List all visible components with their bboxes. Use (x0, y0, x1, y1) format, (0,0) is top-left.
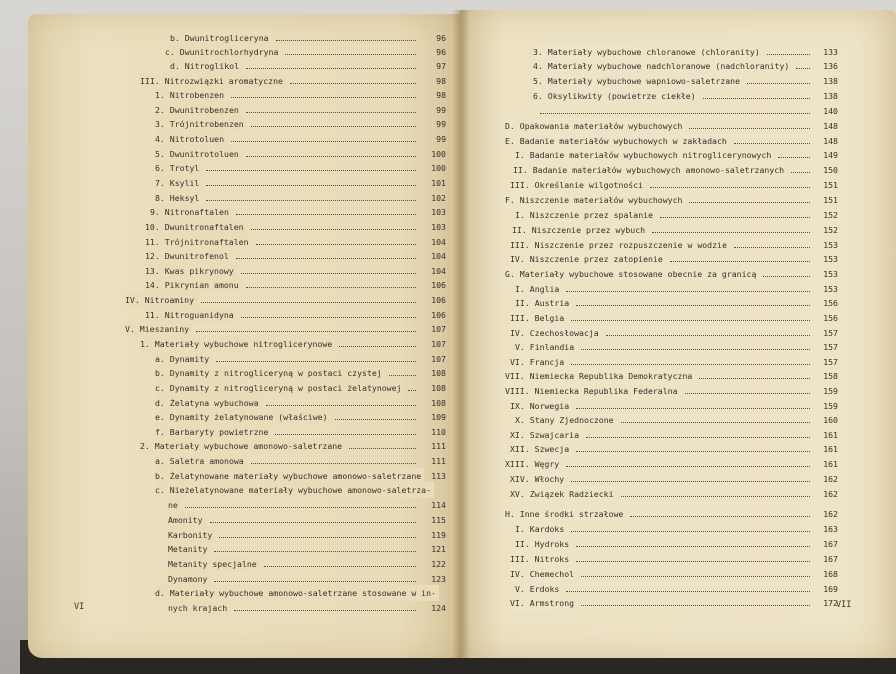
right-dot-leader (576, 441, 810, 452)
left-entry-page: 104 (431, 266, 446, 276)
left-entry-page: 101 (431, 178, 446, 188)
left-entry (145, 219, 446, 235)
right-entry (533, 88, 838, 104)
right-dot-leader (581, 595, 810, 606)
left-entry-page: 107 (431, 339, 446, 349)
left-dot-leader (185, 497, 416, 508)
right-entry (505, 368, 838, 384)
right-dot-leader (571, 521, 810, 532)
right-entry-page: 172 (823, 598, 838, 608)
left-entry-page: 99 (436, 119, 446, 129)
left-entry-page: 108 (431, 383, 446, 393)
right-entry-title: II. Niszczenie przez wybuch (512, 222, 648, 238)
right-entry (510, 177, 838, 193)
right-entry-title: I. Niszczenie przez spalanie (515, 207, 656, 223)
right-entry (533, 58, 838, 74)
left-entry-title: c. Nieżelatynowane materiały wybuchowe amonowo-saletrza- (155, 482, 434, 498)
right-entry (510, 566, 838, 582)
left-entry (155, 160, 446, 176)
right-entry-page: 159 (823, 386, 838, 396)
left-dot-leader (214, 541, 416, 552)
right-entry (533, 73, 838, 89)
right-entry-page: 157 (823, 328, 838, 338)
book-gutter (452, 10, 470, 658)
left-entry-title: 1. Nitrobenzen (155, 87, 227, 103)
left-entry (168, 512, 446, 528)
right-entry (505, 456, 838, 472)
left-entry-title: c. Dynamity z nitrogliceryną w postaci żelatynowej (155, 380, 404, 396)
right-entry-page: 138 (823, 91, 838, 101)
left-dot-leader (251, 453, 416, 464)
left-entry-page: 114 (431, 500, 446, 510)
right-entry-title: VIII. Niemiecka Republika Federalna (505, 383, 681, 399)
left-entry-page: 108 (431, 368, 446, 378)
right-entry (505, 383, 838, 399)
left-dot-leader (251, 219, 416, 230)
left-dot-leader (219, 527, 416, 538)
right-dot-leader (747, 73, 810, 84)
right-entry-title: VII. Niemiecka Republika Demokratyczna (505, 368, 695, 384)
left-entry-title: Dynamony (168, 571, 210, 587)
right-entry-page: 159 (823, 401, 838, 411)
left-entry (155, 365, 446, 381)
right-entry-page: 162 (823, 489, 838, 499)
right-entry-title: III. Określanie wilgotności (510, 177, 646, 193)
left-entry-title: Amonity (168, 512, 206, 528)
left-entry-page: 107 (431, 354, 446, 364)
left-entry-page: 96 (436, 33, 446, 43)
left-entry (155, 453, 446, 469)
left-dot-leader (201, 292, 416, 303)
left-dot-leader (276, 30, 416, 41)
right-entry-title: IX. Norwegia (510, 398, 572, 414)
left-dot-leader (275, 424, 416, 435)
left-dot-leader (285, 44, 416, 55)
left-dot-leader (241, 307, 416, 318)
left-entry-title: ne (168, 497, 181, 513)
left-dot-leader (349, 438, 416, 449)
left-entry-page: 110 (431, 427, 446, 437)
left-entry-page: 104 (431, 237, 446, 247)
left-entry-title: 2. Dwunitrobenzen (155, 102, 242, 118)
left-dot-leader (290, 73, 416, 84)
left-entry-title: V. Mieszaniny (125, 321, 192, 337)
left-entry-title: a. Saletra amonowa (155, 453, 247, 469)
left-entry-title: d. Żelatyna wybuchowa (155, 395, 262, 411)
left-entry (155, 175, 446, 191)
left-entry-page: 111 (431, 441, 446, 451)
right-entry-title: IV. Niszczenie przez zatopienie (510, 251, 666, 267)
right-entry-page: 153 (823, 240, 838, 250)
left-dot-leader (206, 190, 416, 201)
right-entry-title: D. Opakowania materiałów wybuchowych (505, 118, 685, 134)
right-entry (505, 506, 838, 522)
right-dot-leader (576, 536, 810, 547)
left-entry (155, 131, 446, 147)
right-entry-title: IV. Czechosłowacja (510, 325, 602, 341)
left-entry-title: b. Żelatynowane materiały wybuchowe amonowo-saletrzane (155, 468, 424, 484)
left-dot-leader (246, 102, 416, 113)
right-entry (505, 118, 838, 134)
left-entry-page: 97 (436, 61, 446, 71)
left-entry (155, 380, 446, 396)
left-entry-page: 98 (436, 90, 446, 100)
left-entry-page: 113 (431, 471, 446, 481)
left-entry-page: 119 (431, 530, 446, 540)
left-entry-title: 13. Kwas pikrynowy (145, 263, 237, 279)
left-entry-page: 115 (431, 515, 446, 525)
left-dot-leader (256, 234, 416, 245)
right-entry-title: V. Erdoks (515, 581, 562, 597)
left-entry (145, 277, 446, 293)
left-entry-title: 8. Heksyl (155, 190, 202, 206)
right-entry-title: 4. Materiały wybuchowe nadchloranowe (nadchloranity) (533, 58, 792, 74)
left-entry (168, 600, 446, 616)
right-dot-leader (621, 412, 810, 423)
right-entry (515, 521, 838, 537)
right-dot-leader (571, 354, 810, 365)
right-entry (515, 536, 838, 552)
left-dot-leader (389, 365, 416, 376)
right-entry-page: 162 (823, 509, 838, 519)
left-entry (155, 87, 446, 103)
right-entry-page: 153 (823, 254, 838, 264)
right-entry-title: II. Austria (515, 295, 572, 311)
left-entry-title: Metanity specjalne (168, 556, 260, 572)
left-entry (168, 497, 446, 513)
right-entry-title: E. Badanie materiałów wybuchowych w zakładach (505, 133, 730, 149)
right-dot-leader (652, 222, 810, 233)
right-dot-leader (650, 177, 810, 188)
right-dot-leader (630, 506, 810, 517)
left-dot-leader (196, 321, 416, 332)
right-dot-leader (621, 486, 810, 497)
right-entry-title: X. Stany Zjednoczone (515, 412, 617, 428)
right-entry-title: G. Materiały wybuchowe stosowane obecnie za granicą (505, 266, 759, 282)
left-entry-page: 106 (431, 310, 446, 320)
left-dot-leader (408, 380, 416, 391)
left-entry-page: 106 (431, 295, 446, 305)
right-entry-page: 157 (823, 357, 838, 367)
right-entry-page: 138 (823, 76, 838, 86)
left-entry-title: a. Dynamity (155, 351, 212, 367)
left-dot-leader (234, 600, 416, 611)
right-entry-page: 151 (823, 195, 838, 205)
left-entry (155, 482, 446, 498)
right-entry-title: VI. Armstrong (510, 595, 577, 611)
right-entry-title: XIV. Włochy (510, 471, 567, 487)
right-entry (512, 222, 838, 238)
right-dot-leader (734, 237, 810, 248)
right-entry (510, 251, 838, 267)
right-dot-leader (540, 103, 810, 114)
left-dot-leader (339, 336, 416, 347)
left-entry-page: 96 (436, 47, 446, 57)
right-entry-page: 168 (823, 569, 838, 579)
right-entry-page: 161 (823, 444, 838, 454)
right-dot-leader (767, 44, 810, 55)
right-entry-title: I. Kardoks (515, 521, 567, 537)
left-entry (170, 58, 446, 74)
right-entry-page: 167 (823, 554, 838, 564)
left-entry-page: 103 (431, 222, 446, 232)
left-entry-title: 7. Ksylil (155, 175, 202, 191)
right-dot-leader (778, 147, 810, 158)
right-entry-title: F. Niszczenie materiałów wybuchowych (505, 192, 685, 208)
right-entry (515, 339, 838, 355)
right-entry-page: 153 (823, 269, 838, 279)
right-entry (510, 595, 838, 611)
left-dot-leader (210, 512, 416, 523)
right-entry-page: 157 (823, 342, 838, 352)
left-dot-leader (206, 175, 416, 186)
right-entry-page: 148 (823, 121, 838, 131)
right-entry-page: 169 (823, 584, 838, 594)
left-dot-leader (266, 395, 416, 406)
right-entry-page: 161 (823, 430, 838, 440)
right-dot-leader (606, 325, 810, 336)
right-entry (505, 192, 838, 208)
right-entry-page: 156 (823, 313, 838, 323)
left-entry-title: c. Dwunitrochlorhydryna (165, 44, 281, 60)
right-entry-page: 162 (823, 474, 838, 484)
right-entry-title: 5. Materiały wybuchowe wapniowo-saletrzane (533, 73, 743, 89)
left-dot-leader (335, 409, 416, 420)
right-entry (515, 412, 838, 428)
left-entry (125, 321, 446, 337)
right-dot-leader (576, 398, 810, 409)
right-dot-leader (566, 281, 810, 292)
left-entry-page: 100 (431, 149, 446, 159)
right-dot-leader (699, 368, 810, 379)
right-folio: VII (836, 600, 852, 610)
right-entry-page: 152 (823, 225, 838, 235)
right-entry-title: XIII. Węgry (505, 456, 562, 472)
left-entry-title: 6. Trotyl (155, 160, 202, 176)
left-entry (155, 409, 446, 425)
right-entry-page: 153 (823, 284, 838, 294)
right-dot-leader (586, 427, 810, 438)
left-entry-page: 111 (431, 456, 446, 466)
left-entry-title: IV. Nitroaminy (125, 292, 197, 308)
right-entry (513, 162, 838, 178)
left-entry (150, 204, 446, 220)
right-entry-title: H. Inne środki strzałowe (505, 506, 626, 522)
left-entry-title: f. Barbaryty powietrzne (155, 424, 271, 440)
left-entry-page: 121 (431, 544, 446, 554)
right-entry-page: 133 (823, 47, 838, 57)
left-folio: VI (74, 602, 85, 612)
right-dot-leader (571, 310, 810, 321)
right-entry-title: II. Badanie materiałów wybuchowych amonowo-saletrzanych (513, 162, 787, 178)
left-entry-title: 1. Materiały wybuchowe nitroglicerynowe (140, 336, 335, 352)
right-entry-page: 151 (823, 180, 838, 190)
right-entry (533, 103, 838, 119)
right-entry (510, 441, 838, 457)
right-entry-page: 160 (823, 415, 838, 425)
left-dot-leader (251, 116, 416, 127)
left-entry-page: 123 (431, 574, 446, 584)
left-entry-title: 4. Nitrotoluen (155, 131, 227, 147)
left-entry-title: III. Nitrozwiązki aromatyczne (140, 73, 286, 89)
right-entry-page: 150 (823, 165, 838, 175)
right-entry (510, 471, 838, 487)
left-dot-leader (206, 160, 416, 171)
right-entry-title: II. Hydroks (515, 536, 572, 552)
right-entry-title: XI. Szwajcaria (510, 427, 582, 443)
left-entry-title: 10. Dwunitronaftalen (145, 219, 247, 235)
right-dot-leader (734, 133, 810, 144)
right-entry-title: 3. Materiały wybuchowe chloranowe (chloranity) (533, 44, 763, 60)
right-entry-page: 152 (823, 210, 838, 220)
left-entry-title: nych krajach (168, 600, 230, 616)
left-dot-leader (236, 204, 416, 215)
right-entry-title: XV. Związek Radziecki (510, 486, 617, 502)
right-entry (510, 486, 838, 502)
right-dot-leader (689, 118, 810, 129)
right-dot-leader (791, 162, 810, 173)
right-entry (510, 551, 838, 567)
right-dot-leader (685, 383, 810, 394)
right-entry (510, 310, 838, 326)
right-dot-leader (703, 88, 810, 99)
left-entry-page: 106 (431, 280, 446, 290)
right-entry-title: VI. Francja (510, 354, 567, 370)
right-entry-page: 161 (823, 459, 838, 469)
left-entry-page: 100 (431, 163, 446, 173)
left-entry-title: 14. Pikrynian amonu (145, 277, 242, 293)
left-entry-title: 2. Materiały wybuchowe amonowo-saletrzane (140, 438, 345, 454)
left-entry-page: 103 (431, 207, 446, 217)
right-entry (515, 207, 838, 223)
right-entry (515, 295, 838, 311)
left-dot-leader (214, 571, 416, 582)
right-entry-title: I. Badanie materiałów wybuchowych nitroglicerynowych (515, 147, 774, 163)
right-dot-leader (660, 207, 810, 218)
left-entry-page: 102 (431, 193, 446, 203)
right-dot-leader (796, 58, 810, 69)
left-entry-page: 99 (436, 105, 446, 115)
right-entry-title: I. Anglia (515, 281, 562, 297)
left-entry-page: 109 (431, 412, 446, 422)
left-dot-leader (264, 556, 416, 567)
right-dot-leader (581, 339, 810, 350)
right-dot-leader (576, 551, 810, 562)
right-dot-leader (571, 471, 810, 482)
left-entry (168, 556, 446, 572)
right-entry-page: 156 (823, 298, 838, 308)
left-dot-leader (231, 131, 416, 142)
left-entry (168, 541, 446, 557)
left-entry-title: 12. Dwunitrofenol (145, 248, 232, 264)
left-entry (125, 292, 446, 308)
right-entry (505, 266, 838, 282)
left-entry-title: b. Dynamity z nitrogliceryną w postaci czystej (155, 365, 385, 381)
left-entry-page: 108 (431, 398, 446, 408)
right-entry-page: 148 (823, 136, 838, 146)
left-entry-page: 98 (436, 76, 446, 86)
left-entry-title: 5. Dwunitrotoluen (155, 146, 242, 162)
right-entry-page: 149 (823, 150, 838, 160)
left-dot-leader (246, 58, 416, 69)
left-entry-page: 104 (431, 251, 446, 261)
right-dot-leader (581, 566, 810, 577)
left-entry-title: 3. Trójnitrobenzen (155, 116, 247, 132)
left-dot-leader (231, 87, 416, 98)
right-entry-title: III. Niszczenie przez rozpuszczenie w wodzie (510, 237, 730, 253)
left-entry-title: 11. Trójnitronaftalen (145, 234, 252, 250)
left-entry-title: e. Dynamity żelatynowane (właściwe) (155, 409, 331, 425)
left-entry-page: 107 (431, 324, 446, 334)
right-entry-page: 158 (823, 371, 838, 381)
left-dot-leader (236, 248, 416, 259)
left-entry-title: Metanity (168, 541, 210, 557)
left-entry (145, 248, 446, 264)
left-entry-title: Karbonity (168, 527, 215, 543)
left-entry-title: d. Materiały wybuchowe amonowo-saletrzane stosowane w in- (155, 585, 439, 601)
right-dot-leader (566, 581, 810, 592)
right-entry-page: 136 (823, 61, 838, 71)
left-entry (140, 336, 446, 352)
right-dot-leader (689, 192, 810, 203)
left-entry (155, 116, 446, 132)
left-entry-title: 9. Nitronaftalen (150, 204, 232, 220)
left-entry (155, 585, 446, 601)
right-entry-page: 167 (823, 539, 838, 549)
right-entry-title: III. Nitroks (510, 551, 572, 567)
right-entry-title: III. Belgia (510, 310, 567, 326)
right-dot-leader (670, 251, 810, 262)
left-dot-leader (246, 277, 416, 288)
right-dot-leader (576, 295, 810, 306)
left-dot-leader (246, 146, 416, 157)
right-entry (515, 147, 838, 163)
left-entry-title: 11. Nitroguanidyna (145, 307, 237, 323)
left-entry-page: 122 (431, 559, 446, 569)
right-entry-title: V. Finlandia (515, 339, 577, 355)
left-entry (140, 438, 446, 454)
right-entry-title: XII. Szwecja (510, 441, 572, 457)
right-entry-page: 140 (823, 106, 838, 116)
right-entry-page: 163 (823, 524, 838, 534)
left-entry-title: d. Nitroglikol (170, 58, 242, 74)
left-entry-page: 99 (436, 134, 446, 144)
left-entry-page: 124 (431, 603, 446, 613)
left-dot-leader (241, 263, 416, 274)
left-dot-leader (216, 351, 416, 362)
right-dot-leader (763, 266, 810, 277)
left-entry-title: b. Dwunitrogliceryna (170, 30, 272, 46)
right-entry-title: IV. Chemechol (510, 566, 577, 582)
right-dot-leader (566, 456, 810, 467)
right-entry-title: 6. Oksylikwity (powietrze ciekłe) (533, 88, 699, 104)
